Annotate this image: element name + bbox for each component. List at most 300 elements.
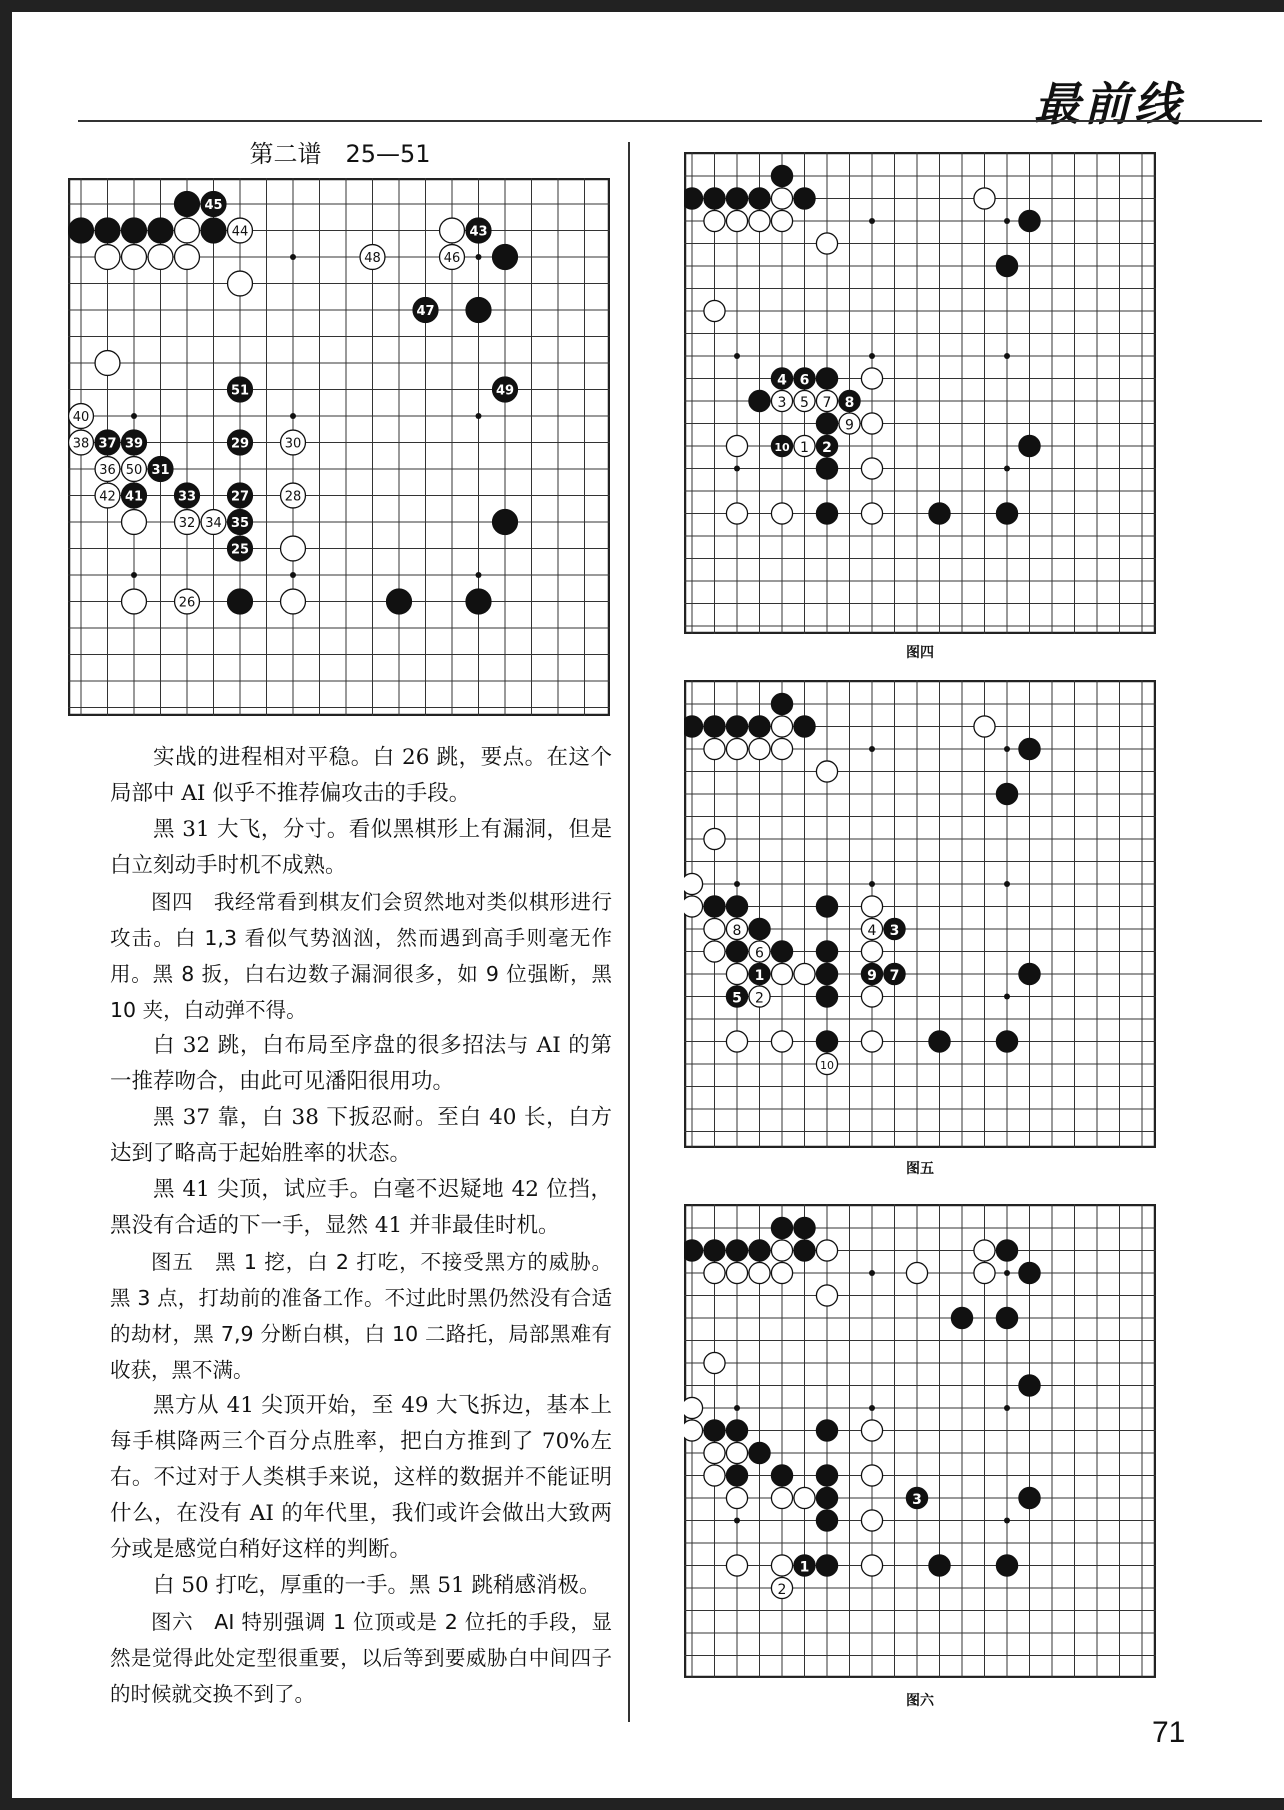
svg-text:1: 1 [754, 968, 765, 984]
svg-text:38: 38 [72, 436, 90, 452]
svg-text:1: 1 [800, 440, 809, 456]
white-stone [816, 1285, 837, 1306]
star-point [131, 413, 137, 419]
black-stone [816, 1510, 837, 1531]
white-stone [771, 1487, 792, 1508]
black-stone [726, 1420, 747, 1441]
black-stone [95, 218, 120, 243]
column-divider [628, 142, 630, 1722]
svg-text:4: 4 [867, 923, 877, 939]
svg-text:37: 37 [98, 436, 117, 452]
black-stone [996, 1307, 1017, 1328]
white-stone [749, 210, 770, 231]
black-stone [771, 1465, 792, 1486]
black-stone [884, 918, 905, 939]
white-stone [69, 404, 94, 429]
paragraph: 黑 41 尖顶，试应手。白毫不迟疑地 42 位挡，黑没有合适的下一手，显然 41 并非最佳时机。 [110, 1177, 612, 1238]
black-stone [201, 218, 226, 243]
black-stone [122, 218, 147, 243]
black-stone [466, 589, 491, 614]
black-stone [228, 589, 253, 614]
svg-text:51: 51 [230, 383, 250, 399]
white-stone [771, 390, 792, 411]
black-stone [175, 483, 200, 508]
black-stone [749, 390, 770, 411]
scan-border-left [0, 0, 12, 1810]
diagram4-go-board [684, 152, 1156, 634]
black-stone [771, 165, 792, 186]
black-stone [816, 503, 837, 524]
diagram6-caption: 图六 [906, 1693, 934, 1709]
black-stone [996, 255, 1017, 276]
white-stone [771, 503, 792, 524]
black-stone [704, 188, 725, 209]
white-stone [749, 986, 770, 1007]
svg-text:46: 46 [443, 251, 461, 266]
white-stone [771, 188, 792, 209]
star-point [1004, 1405, 1010, 1411]
white-stone [771, 1555, 792, 1576]
svg-text:32: 32 [178, 516, 196, 531]
white-stone [861, 941, 882, 962]
black-stone [175, 192, 200, 217]
white-stone [839, 413, 860, 434]
black-stone [228, 377, 253, 402]
white-stone [749, 738, 770, 759]
commentary-text [110, 740, 612, 1712]
star-point [1004, 881, 1010, 887]
white-stone [726, 1555, 747, 1576]
svg-text:31: 31 [151, 463, 170, 478]
diagram6-go-board [684, 1204, 1156, 1678]
paragraph: 白 50 打吃，厚重的一手。黑 51 跳稍感消极。 [153, 1573, 601, 1598]
svg-text:26: 26 [178, 595, 196, 611]
svg-text:49: 49 [495, 383, 515, 399]
black-stone [704, 1420, 725, 1441]
white-stone [726, 738, 747, 759]
svg-text:6: 6 [755, 945, 764, 962]
black-stone [794, 1240, 815, 1261]
black-stone [726, 1465, 747, 1486]
black-stone [1019, 738, 1040, 759]
star-point [869, 218, 875, 224]
black-stone [704, 1240, 725, 1261]
black-stone [1019, 963, 1040, 984]
star-point [869, 353, 875, 359]
black-stone [201, 192, 226, 217]
white-stone [861, 986, 882, 1007]
black-stone [1019, 210, 1040, 231]
black-stone [816, 1487, 837, 1508]
black-stone [228, 430, 253, 455]
black-stone [726, 716, 747, 737]
white-stone [771, 716, 792, 737]
white-stone [175, 510, 200, 535]
white-stone [281, 430, 306, 455]
black-stone [794, 188, 815, 209]
paragraph: 黑 31 大飞，分寸。看似黑棋形上有漏洞，但是白立刻动手时机不成熟。 [110, 817, 612, 878]
black-stone [816, 368, 837, 389]
black-stone [493, 377, 518, 402]
white-stone [69, 430, 94, 455]
black-stone [413, 298, 438, 323]
star-point [476, 413, 482, 419]
white-stone [281, 589, 306, 614]
black-stone [749, 918, 770, 939]
white-stone [816, 233, 837, 254]
white-stone [816, 761, 837, 782]
star-point [734, 1405, 740, 1411]
white-stone [175, 218, 200, 243]
svg-text:50: 50 [125, 463, 143, 478]
white-stone [726, 1487, 747, 1508]
diagram-comment: 图六 AI 特别强调 1 位顶或是 2 位托的手段，显然是觉得此处定型很重要，以后等到要威胁白中间四子的时候就交换不到了。 [110, 1610, 612, 1706]
star-point [290, 413, 296, 419]
white-stone [726, 918, 747, 939]
white-stone [861, 1555, 882, 1576]
black-stone [726, 941, 747, 962]
black-stone [816, 986, 837, 1007]
svg-text:43: 43 [469, 224, 488, 240]
black-stone [1019, 1487, 1040, 1508]
white-stone [816, 390, 837, 411]
black-stone [816, 458, 837, 479]
white-stone [861, 1465, 882, 1486]
white-stone [726, 210, 747, 231]
black-stone [771, 368, 792, 389]
diagram5-go-board [684, 680, 1156, 1148]
white-stone [122, 589, 147, 614]
paragraph: 黑方从 41 尖顶开始，至 49 大飞拆边，基本上每手棋降两三个百分点胜率，把白方推到了 70%左右。不过对于人类棋手来说，这样的数据并不能证明什么，在没有 AI 的年代里，我们或许会做出大致两分或是感觉白稍好这样的判断。 [110, 1393, 612, 1562]
black-stone [148, 457, 173, 482]
white-stone [95, 457, 120, 482]
white-stone [861, 1420, 882, 1441]
black-stone [929, 503, 950, 524]
black-stone [816, 413, 837, 434]
black-stone [704, 716, 725, 737]
black-stone [749, 716, 770, 737]
black-stone [228, 483, 253, 508]
svg-text:25: 25 [230, 542, 250, 558]
white-stone [816, 1053, 837, 1074]
black-stone [794, 716, 815, 737]
black-stone [794, 1217, 815, 1238]
white-stone [726, 1262, 747, 1283]
star-point [1004, 746, 1010, 752]
black-stone [771, 941, 792, 962]
white-stone [440, 245, 465, 270]
white-stone [749, 1262, 770, 1283]
black-stone [228, 510, 253, 535]
svg-text:3: 3 [912, 1492, 922, 1508]
black-stone [749, 188, 770, 209]
black-stone [951, 1307, 972, 1328]
black-stone [771, 693, 792, 714]
svg-text:7: 7 [889, 968, 900, 984]
white-stone [440, 218, 465, 243]
white-stone [861, 918, 882, 939]
white-stone [861, 896, 882, 917]
black-stone [726, 896, 747, 917]
star-point [869, 881, 875, 887]
svg-text:5: 5 [800, 395, 809, 411]
black-stone [749, 1240, 770, 1261]
star-point [1004, 994, 1010, 1000]
diagram-comment: 图四 我经常看到棋友们会贸然地对类似棋形进行攻击。白 1,3 看似气势汹汹，然而遇到高手则毫无作用。黑 8 扳，白右边数子漏洞很多，如 9 位强断，黑 10 夹，白动弹不得。 [110, 890, 612, 1022]
white-stone [726, 503, 747, 524]
black-stone [816, 1420, 837, 1441]
black-stone [493, 245, 518, 270]
white-stone [771, 963, 792, 984]
svg-text:40: 40 [72, 410, 90, 425]
white-stone [201, 510, 226, 535]
star-point [734, 881, 740, 887]
header-rule [78, 120, 1262, 122]
black-stone [704, 896, 725, 917]
svg-text:45: 45 [204, 198, 223, 213]
white-stone [726, 1031, 747, 1052]
svg-text:30: 30 [284, 436, 302, 452]
black-stone [1019, 1262, 1040, 1283]
black-stone [69, 218, 94, 243]
white-stone [175, 245, 200, 270]
black-stone [816, 896, 837, 917]
black-stone [726, 986, 747, 1007]
black-stone [493, 510, 518, 535]
white-stone [704, 941, 725, 962]
star-point [131, 572, 137, 578]
star-point [290, 254, 296, 260]
svg-text:7: 7 [822, 395, 832, 411]
svg-text:9: 9 [867, 968, 877, 984]
main-diagram-title: 第二谱 25—51 [249, 140, 431, 168]
black-stone [771, 435, 792, 456]
white-stone [771, 1031, 792, 1052]
black-stone [816, 963, 837, 984]
white-stone [974, 716, 995, 737]
black-stone [1019, 435, 1040, 456]
white-stone [684, 1420, 703, 1441]
black-stone [771, 1217, 792, 1238]
star-point [476, 254, 482, 260]
white-stone [794, 1487, 815, 1508]
star-point [1004, 466, 1010, 472]
svg-text:1: 1 [799, 1559, 810, 1576]
svg-text:48: 48 [364, 251, 381, 266]
paragraph: 黑 37 靠，白 38 下扳忍耐。至白 40 长，白方达到了略高于起始胜率的状态。 [110, 1105, 612, 1166]
white-stone [95, 351, 120, 376]
svg-text:41: 41 [124, 489, 144, 505]
black-stone [816, 435, 837, 456]
black-stone [228, 536, 253, 561]
black-stone [816, 1465, 837, 1486]
black-stone [684, 188, 703, 209]
star-point [476, 572, 482, 578]
white-stone [704, 300, 725, 321]
white-stone [684, 873, 703, 894]
white-stone [771, 738, 792, 759]
star-point [734, 353, 740, 359]
white-stone [704, 918, 725, 939]
svg-text:2: 2 [755, 990, 764, 1007]
svg-text:9: 9 [845, 417, 854, 434]
white-stone [95, 245, 120, 270]
white-stone [794, 435, 815, 456]
svg-text:44: 44 [231, 224, 249, 240]
page-number: 71 [1152, 1716, 1186, 1749]
white-stone [974, 188, 995, 209]
white-stone [726, 435, 747, 456]
star-point [734, 466, 740, 472]
svg-text:29: 29 [230, 436, 250, 452]
white-stone [228, 271, 253, 296]
black-stone [996, 783, 1017, 804]
white-stone [726, 963, 747, 984]
black-stone [861, 963, 882, 984]
black-stone [884, 963, 905, 984]
white-stone [771, 1240, 792, 1261]
scan-border-bottom [0, 1798, 1284, 1810]
white-stone [861, 503, 882, 524]
svg-text:2: 2 [777, 1582, 787, 1598]
white-stone [122, 510, 147, 535]
white-stone [861, 1031, 882, 1052]
svg-text:8: 8 [844, 395, 855, 411]
black-stone [466, 218, 491, 243]
black-stone [816, 1555, 837, 1576]
svg-text:33: 33 [177, 489, 197, 505]
black-stone [1019, 1375, 1040, 1396]
white-stone [281, 483, 306, 508]
main-go-board [68, 178, 610, 716]
diagram4-caption: 图四 [906, 645, 934, 661]
svg-text:34: 34 [205, 516, 222, 531]
white-stone [704, 1465, 725, 1486]
star-point [869, 746, 875, 752]
black-stone [684, 1240, 703, 1261]
star-point [869, 1405, 875, 1411]
svg-text:2: 2 [822, 440, 832, 456]
svg-text:8: 8 [732, 923, 742, 939]
white-stone [794, 390, 815, 411]
white-stone [816, 1240, 837, 1261]
black-stone [726, 1240, 747, 1261]
white-stone [861, 458, 882, 479]
scan-border-top [0, 0, 1284, 12]
svg-text:27: 27 [230, 489, 250, 505]
white-stone [704, 210, 725, 231]
white-stone [704, 738, 725, 759]
white-stone [704, 1442, 725, 1463]
white-stone [704, 828, 725, 849]
svg-text:39: 39 [124, 436, 144, 452]
running-header-title: 最前线 [1034, 77, 1184, 131]
black-stone [816, 941, 837, 962]
black-stone [839, 390, 860, 411]
paragraph: 白 32 跳，白布局至序盘的很多招法与 AI 的第一推荐吻合，由此可见潘阳很用功。 [110, 1033, 612, 1094]
black-stone [122, 483, 147, 508]
white-stone [684, 896, 703, 917]
white-stone [704, 1262, 725, 1283]
white-stone [861, 368, 882, 389]
white-stone [861, 413, 882, 434]
black-stone [684, 716, 703, 737]
svg-text:3: 3 [777, 395, 787, 411]
white-stone [771, 1262, 792, 1283]
diagram5-caption: 图五 [906, 1161, 934, 1177]
white-stone [228, 218, 253, 243]
svg-text:5: 5 [732, 990, 742, 1007]
white-stone [771, 210, 792, 231]
white-stone [122, 457, 147, 482]
white-stone [974, 1262, 995, 1283]
black-stone [996, 1031, 1017, 1052]
white-stone [906, 1262, 927, 1283]
star-point [290, 572, 296, 578]
diagram-comment: 图五 黑 1 挖，白 2 打吃，不接受黑方的威胁。黑 3 点，打劫前的准备工作。不过此时黑仍然没有合适的劫材，黑 7,9 分断白棋，白 10 二路托，局部黑难有收获，黑不满。 [110, 1250, 612, 1382]
svg-text:35: 35 [230, 516, 250, 531]
star-point [1004, 218, 1010, 224]
white-stone [749, 941, 770, 962]
svg-text:28: 28 [284, 489, 302, 505]
white-stone [360, 245, 385, 270]
white-stone [281, 536, 306, 561]
white-stone [771, 1577, 792, 1598]
black-stone [749, 963, 770, 984]
svg-text:42: 42 [99, 489, 116, 505]
star-point [1004, 1270, 1010, 1276]
svg-text:47: 47 [416, 304, 435, 319]
white-stone [794, 963, 815, 984]
white-stone [175, 589, 200, 614]
svg-text:36: 36 [99, 463, 116, 478]
black-stone [929, 1555, 950, 1576]
svg-text:10: 10 [820, 1059, 834, 1072]
black-stone [816, 1031, 837, 1052]
black-stone [148, 218, 173, 243]
svg-text:10: 10 [774, 441, 790, 454]
black-stone [794, 368, 815, 389]
white-stone [148, 245, 173, 270]
white-stone [704, 1352, 725, 1373]
star-point [734, 1518, 740, 1524]
black-stone [996, 1240, 1017, 1261]
svg-text:6: 6 [799, 372, 810, 389]
white-stone [861, 1510, 882, 1531]
white-stone [726, 1442, 747, 1463]
white-stone [684, 1397, 703, 1418]
black-stone [794, 1555, 815, 1576]
star-point [1004, 1518, 1010, 1524]
black-stone [929, 1031, 950, 1052]
black-stone [726, 188, 747, 209]
black-stone [996, 503, 1017, 524]
black-stone [387, 589, 412, 614]
star-point [869, 1270, 875, 1276]
black-stone [466, 298, 491, 323]
black-stone [95, 430, 120, 455]
svg-text:3: 3 [889, 923, 900, 939]
black-stone [906, 1487, 927, 1508]
paragraph: 实战的进程相对平稳。白 26 跳，要点。在这个局部中 AI 似乎不推荐偏攻击的手段。 [110, 745, 612, 806]
svg-text:4: 4 [777, 372, 787, 389]
white-stone [122, 245, 147, 270]
black-stone [996, 1555, 1017, 1576]
black-stone [122, 430, 147, 455]
white-stone [95, 483, 120, 508]
black-stone [749, 1442, 770, 1463]
star-point [1004, 353, 1010, 359]
